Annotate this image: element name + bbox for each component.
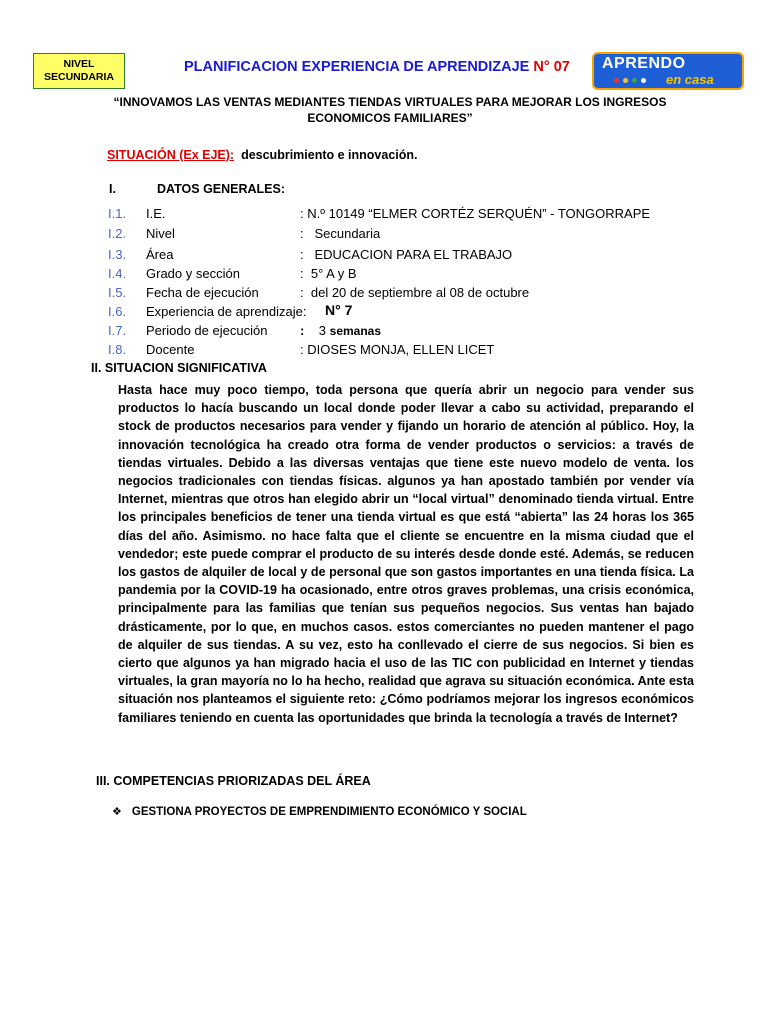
row-label: Experiencia de aprendizaje: bbox=[146, 304, 307, 319]
situacion-line bbox=[107, 148, 418, 162]
document-title-line1: “INNOVAMOS LAS VENTAS MEDIANTES TIENDAS VIRTUALES PARA MEJORAR LOS INGRESOS bbox=[113, 95, 667, 109]
section1-roman: I. bbox=[109, 182, 116, 196]
row-label: Docente bbox=[146, 342, 195, 357]
planning-title bbox=[184, 59, 570, 75]
row-label: Área bbox=[146, 247, 174, 262]
row-label: Fecha de ejecución bbox=[146, 285, 259, 300]
row-number: I.7. bbox=[108, 323, 127, 338]
situacion-value: descubrimiento e innovación. bbox=[241, 148, 418, 162]
logo-text-top: APRENDO bbox=[602, 55, 686, 72]
document-title-line2: ECONOMICOS FAMILIARES” bbox=[307, 111, 473, 125]
row-number: I.4. bbox=[108, 266, 127, 281]
row-value: : del 20 de septiembre al 08 de octubre bbox=[300, 285, 530, 300]
planning-title-text: PLANIFICACION EXPERIENCIA DE APRENDIZAJE bbox=[184, 59, 534, 75]
row-number: I.5. bbox=[108, 285, 127, 300]
row-label: Nivel bbox=[146, 226, 175, 241]
situacion-label: SITUACIÓN (Ex EJE): bbox=[107, 148, 235, 162]
row-number: I.2. bbox=[108, 226, 127, 241]
situacion-significativa-paragraph bbox=[118, 381, 694, 727]
aprendo-en-casa-logo bbox=[592, 52, 744, 90]
row-number: I.1. bbox=[108, 206, 127, 221]
row-number: I.6. bbox=[108, 304, 127, 319]
row-value: : N.º 10149 “ELMER CORTÉZ SERQUÉN” - TONGORRAPE bbox=[300, 206, 651, 221]
row-label: Grado y sección bbox=[146, 266, 240, 281]
competency-item bbox=[112, 805, 527, 818]
logo-text-bottom: en casa bbox=[666, 72, 714, 87]
row-value: : 5° A y B bbox=[300, 266, 357, 281]
row-label: I.E. bbox=[146, 206, 166, 221]
row-value: : 3 semanas bbox=[300, 323, 382, 338]
row-number: I.8. bbox=[108, 342, 127, 357]
section1-title: DATOS GENERALES: bbox=[157, 182, 286, 196]
nivel-label: NIVEL bbox=[63, 58, 95, 70]
row-value: : EDUCACION PARA EL TRABAJO bbox=[300, 247, 513, 262]
logo-dots-icon bbox=[614, 78, 646, 83]
document-title bbox=[90, 94, 690, 126]
paragraph-body: Hasta hace muy poco tiempo, toda persona que quería abrir un negocio para vender sus productos lo hacía buscando un local donde poder llevar a cabo su actividad, preparando el stock de productos necesarios para vender y fijando un horario de atención al público. Hoy, la innovación tecnológica ha creado otra forma de vender productos o servicios: a través de tiendas virtuales. Debido a las diversas ventajas que tiene este nuevo modelo de venta. los negocios tradicionales con tiendas físicas. algunos ya han apostado también por vender vía Internet, mientras que otros han elegido abrir un “local virtual” denominado tienda virtual. Entre los principales beneficios de tener una tienda virtual es que está “abierta” las 24 horas los 365 días del año. Asimismo. no hace falta que el cliente se encuentre en la misma ciudad que el vendedor; este puede comprar el producto de su interés desde donde esté. Además, se reducen los gastos de alquiler de local y de personal que son gastos importantes en una tienda física. La pandemia por la COVID-19 ha ocasionado, entre otros graves problemas, una crisis económica, principalmente para las familias que tenían sus pequeños negocios. Sus ventas han bajado drásticamente, por lo que, en muchos casos. estos comerciantes no pueden mantener el pago de alquiler de sus tiendas. A su vez, esto ha conllevado el cierre de sus negocios. Si bien es cierto que algunos ya han migrado hacia el uso de las TIC con publicidad en Internet y tiendas virtuales, la gran mayoría no lo ha hecho, realidad que agrava su situación económica. Ante esta situación nos planteamos el siguiente reto: bbox=[118, 383, 694, 707]
row-value: N° 7 bbox=[325, 302, 353, 318]
diamond-bullet-icon: ❖ bbox=[112, 806, 122, 818]
competency-text: GESTIONA PROYECTOS DE EMPRENDIMIENTO ECONÓMICO Y SOCIAL bbox=[131, 806, 527, 818]
nivel-value: SECUNDARIA bbox=[43, 71, 114, 83]
nivel-badge bbox=[33, 53, 125, 89]
row-label: Periodo de ejecución bbox=[146, 323, 268, 338]
row-value: : Secundaria bbox=[300, 226, 381, 241]
section2-title: II. SITUACION SIGNIFICATIVA bbox=[91, 361, 267, 375]
section3-title: III. COMPETENCIAS PRIORIZADAS DEL ÁREA bbox=[96, 774, 371, 788]
row-number: I.3. bbox=[108, 247, 127, 262]
challenge-question: ¿Cómo podríamos mejorar los ingresos económicos familiares teniendo en cuenta las oportunidades que brinda la tecnología a través de Internet? bbox=[118, 692, 695, 725]
planning-number: N° 07 bbox=[533, 59, 570, 75]
row-value: : DIOSES MONJA, ELLEN LICET bbox=[300, 342, 495, 357]
